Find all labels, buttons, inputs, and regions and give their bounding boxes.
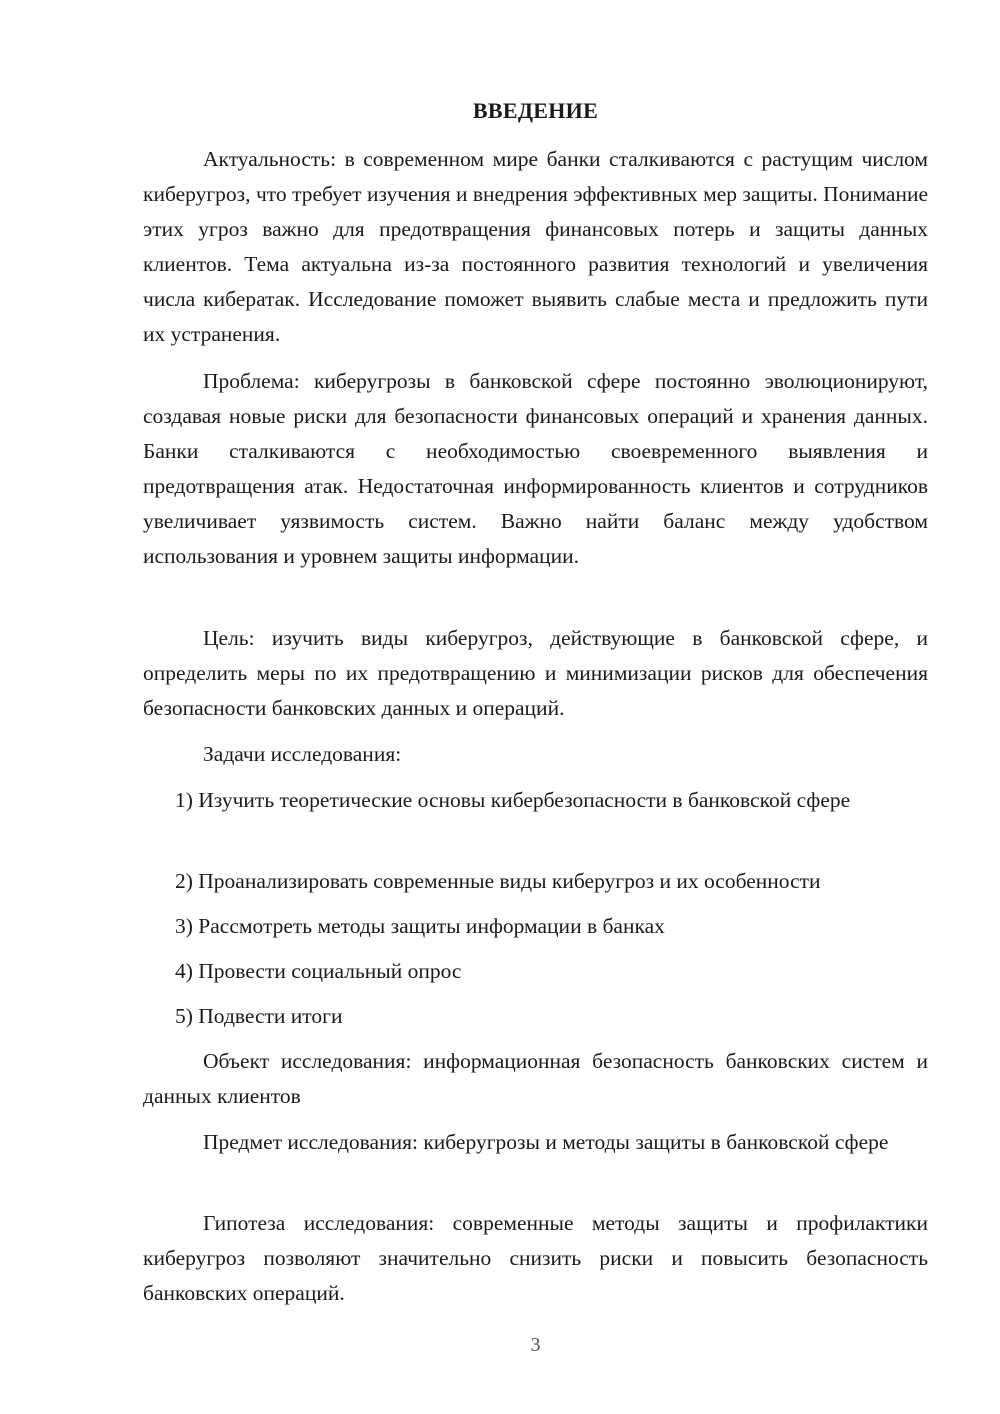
section-heading: ВВЕДЕНИЕ xyxy=(472,98,599,123)
task-item: 1) Изучить теоретические основы кибербезопасности в банковской сфере xyxy=(175,788,851,812)
task-item: 3) Рассмотреть методы защиты информации в банках xyxy=(175,914,665,938)
tasks-title: Задачи исследования: xyxy=(203,742,402,766)
task-item: 4) Провести социальный опрос xyxy=(175,959,462,983)
task-item: 2) Проанализировать современные виды киберугроз и их особенности xyxy=(175,869,821,893)
paragraph-relevance: Актуальность: в современном мире банки сталкиваются с растущим числом киберугроз, что требует изучения и внедрения эффективных мер защиты. Понимание этих угроз важно для предотвращения финансовых потерь и защиты данных клиентов. Тема актуальна из-за постоянного развития технологий и увеличения числа кибератак. Исследование поможет выявить слабые места и предложить пути их устранения. xyxy=(143,147,928,346)
paragraph-goal: Цель: изучить виды киберугроз, действующие в банковской сфере, и определить меры по их предотвращению и минимизации рисков для обеспечения безопасности банковских данных и операций. xyxy=(143,626,928,720)
paragraph-subject: Предмет исследования: киберугрозы и методы защиты в банковской сфере xyxy=(203,1130,889,1154)
paragraph-hypothesis: Гипотеза исследования: современные методы защиты и профилактики киберугроз позволяют значительно снизить риски и повысить безопасность банковских операций. xyxy=(143,1211,928,1305)
page-number: 3 xyxy=(530,1334,541,1356)
paragraph-object: Объект исследования: информационная безопасность банковских систем и данных клиентов xyxy=(143,1049,928,1108)
task-item: 5) Подвести итоги xyxy=(175,1004,343,1028)
paragraph-problem: Проблема: киберугрозы в банковской сфере постоянно эволюционируют, создавая новые риски для безопасности финансовых операций и хранения данных. Банки сталкиваются с необходимостью своевременного выявления и предотвращения атак. Недостаточная информированность клиентов и сотрудников увеличивает уязвимость систем. Важно найти баланс между удобством использования и уровнем защиты информации. xyxy=(143,369,928,568)
